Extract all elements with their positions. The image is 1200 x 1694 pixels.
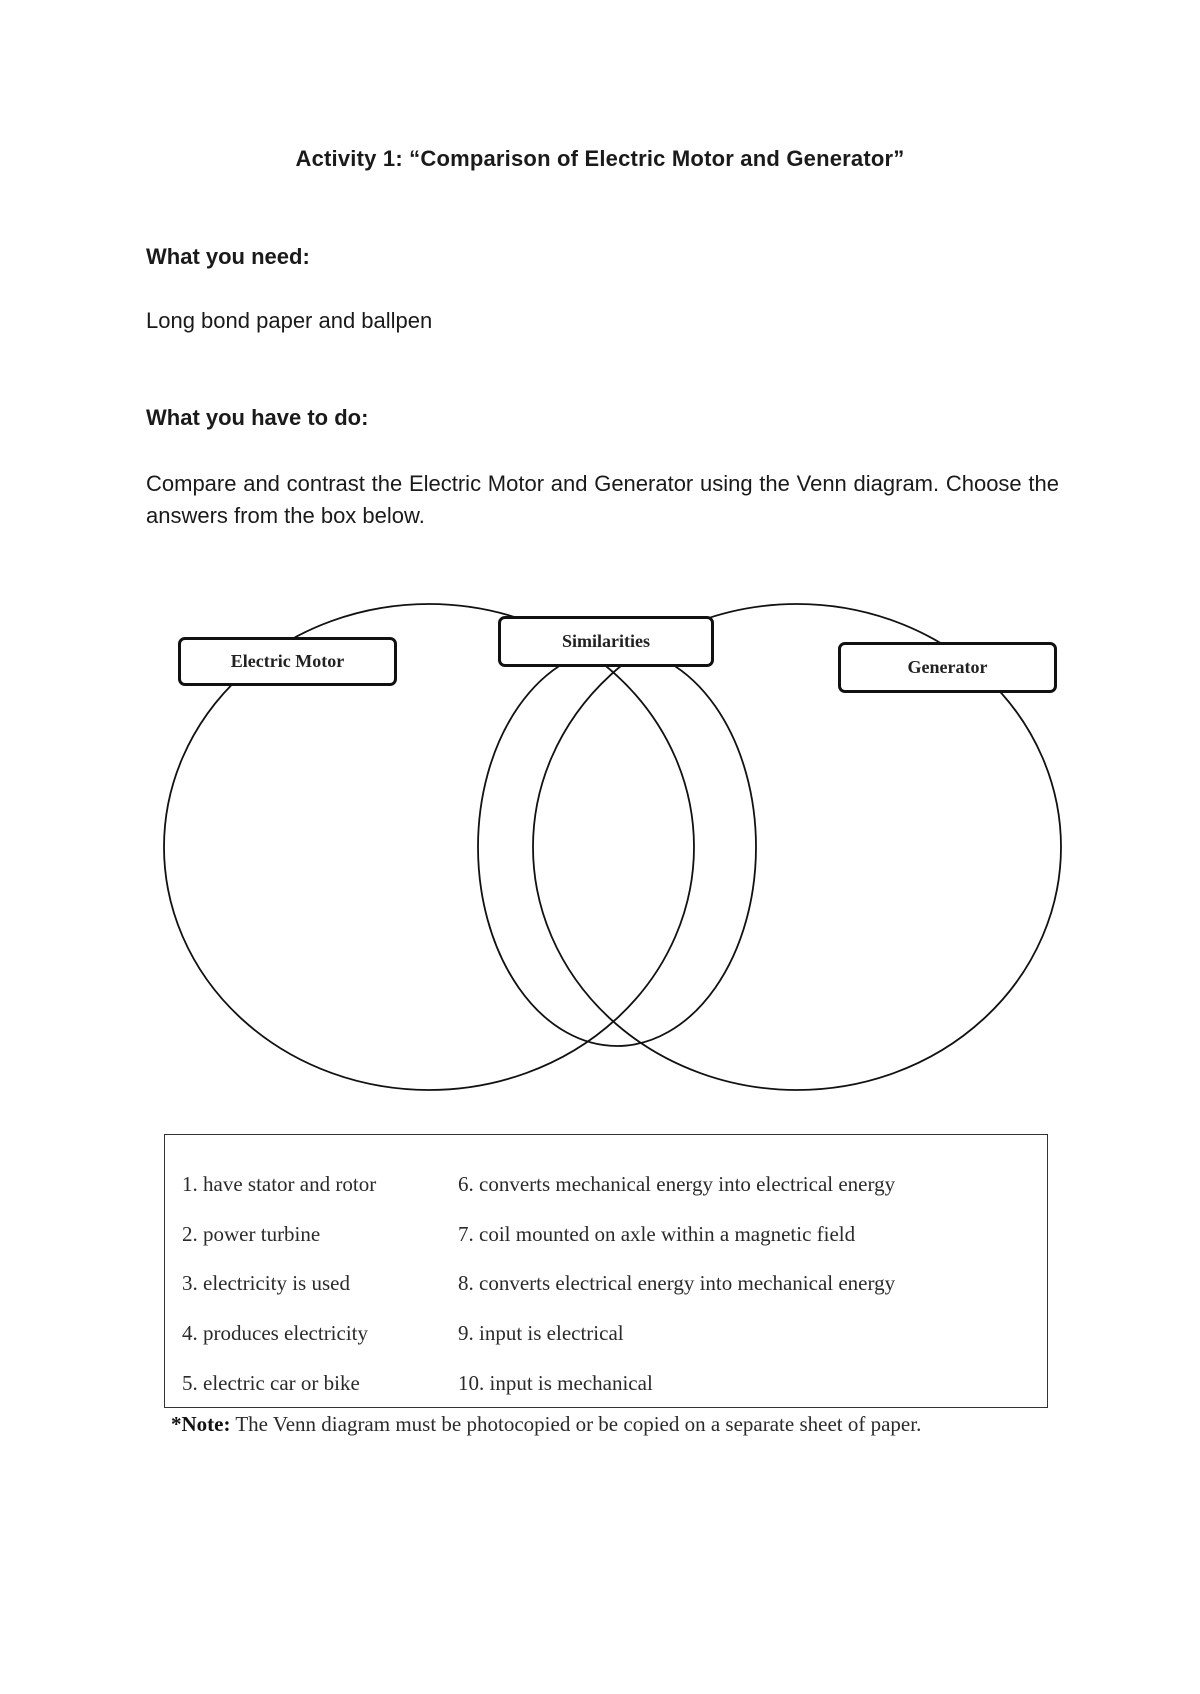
what-you-have-to-do-heading: What you have to do: xyxy=(146,405,369,430)
choice-item: 2. power turbine xyxy=(182,1222,321,1246)
choice-item: 4. produces electricity xyxy=(182,1321,369,1345)
page-title: Activity 1: “Comparison of Electric Motor and Generator” xyxy=(295,146,905,171)
electric-motor-label: Electric Motor xyxy=(178,637,397,686)
choice-item: 6. converts mechanical energy into electrical energy xyxy=(458,1172,896,1196)
choice-item: 8. converts electrical energy into mechanical energy xyxy=(458,1271,896,1295)
note-body: The Venn diagram must be photocopied or be copied on a separate sheet of paper. xyxy=(235,1412,922,1436)
choice-item: 5. electric car or bike xyxy=(182,1371,360,1395)
similarities-label: Similarities xyxy=(498,616,714,667)
instructions-text: Compare and contrast the Electric Motor and Generator using the Venn diagram. Choose the answers from the box below. xyxy=(146,471,1059,528)
materials-text: Long bond paper and ballpen xyxy=(146,308,433,333)
note-text xyxy=(171,1412,1044,1437)
choice-item: 10. input is mechanical xyxy=(458,1371,653,1395)
similarities-ellipse xyxy=(478,648,756,1046)
choices-box xyxy=(164,1134,1048,1408)
choice-item: 3. electricity is used xyxy=(182,1271,350,1295)
choice-item: 9. input is electrical xyxy=(458,1321,624,1345)
note-label: *Note: xyxy=(171,1412,231,1436)
choice-item: 1. have stator and rotor xyxy=(182,1172,377,1196)
generator-label: Generator xyxy=(838,642,1057,693)
choice-item: 7. coil mounted on axle within a magnetic field xyxy=(458,1222,856,1246)
what-you-need-heading: What you need: xyxy=(146,244,310,269)
